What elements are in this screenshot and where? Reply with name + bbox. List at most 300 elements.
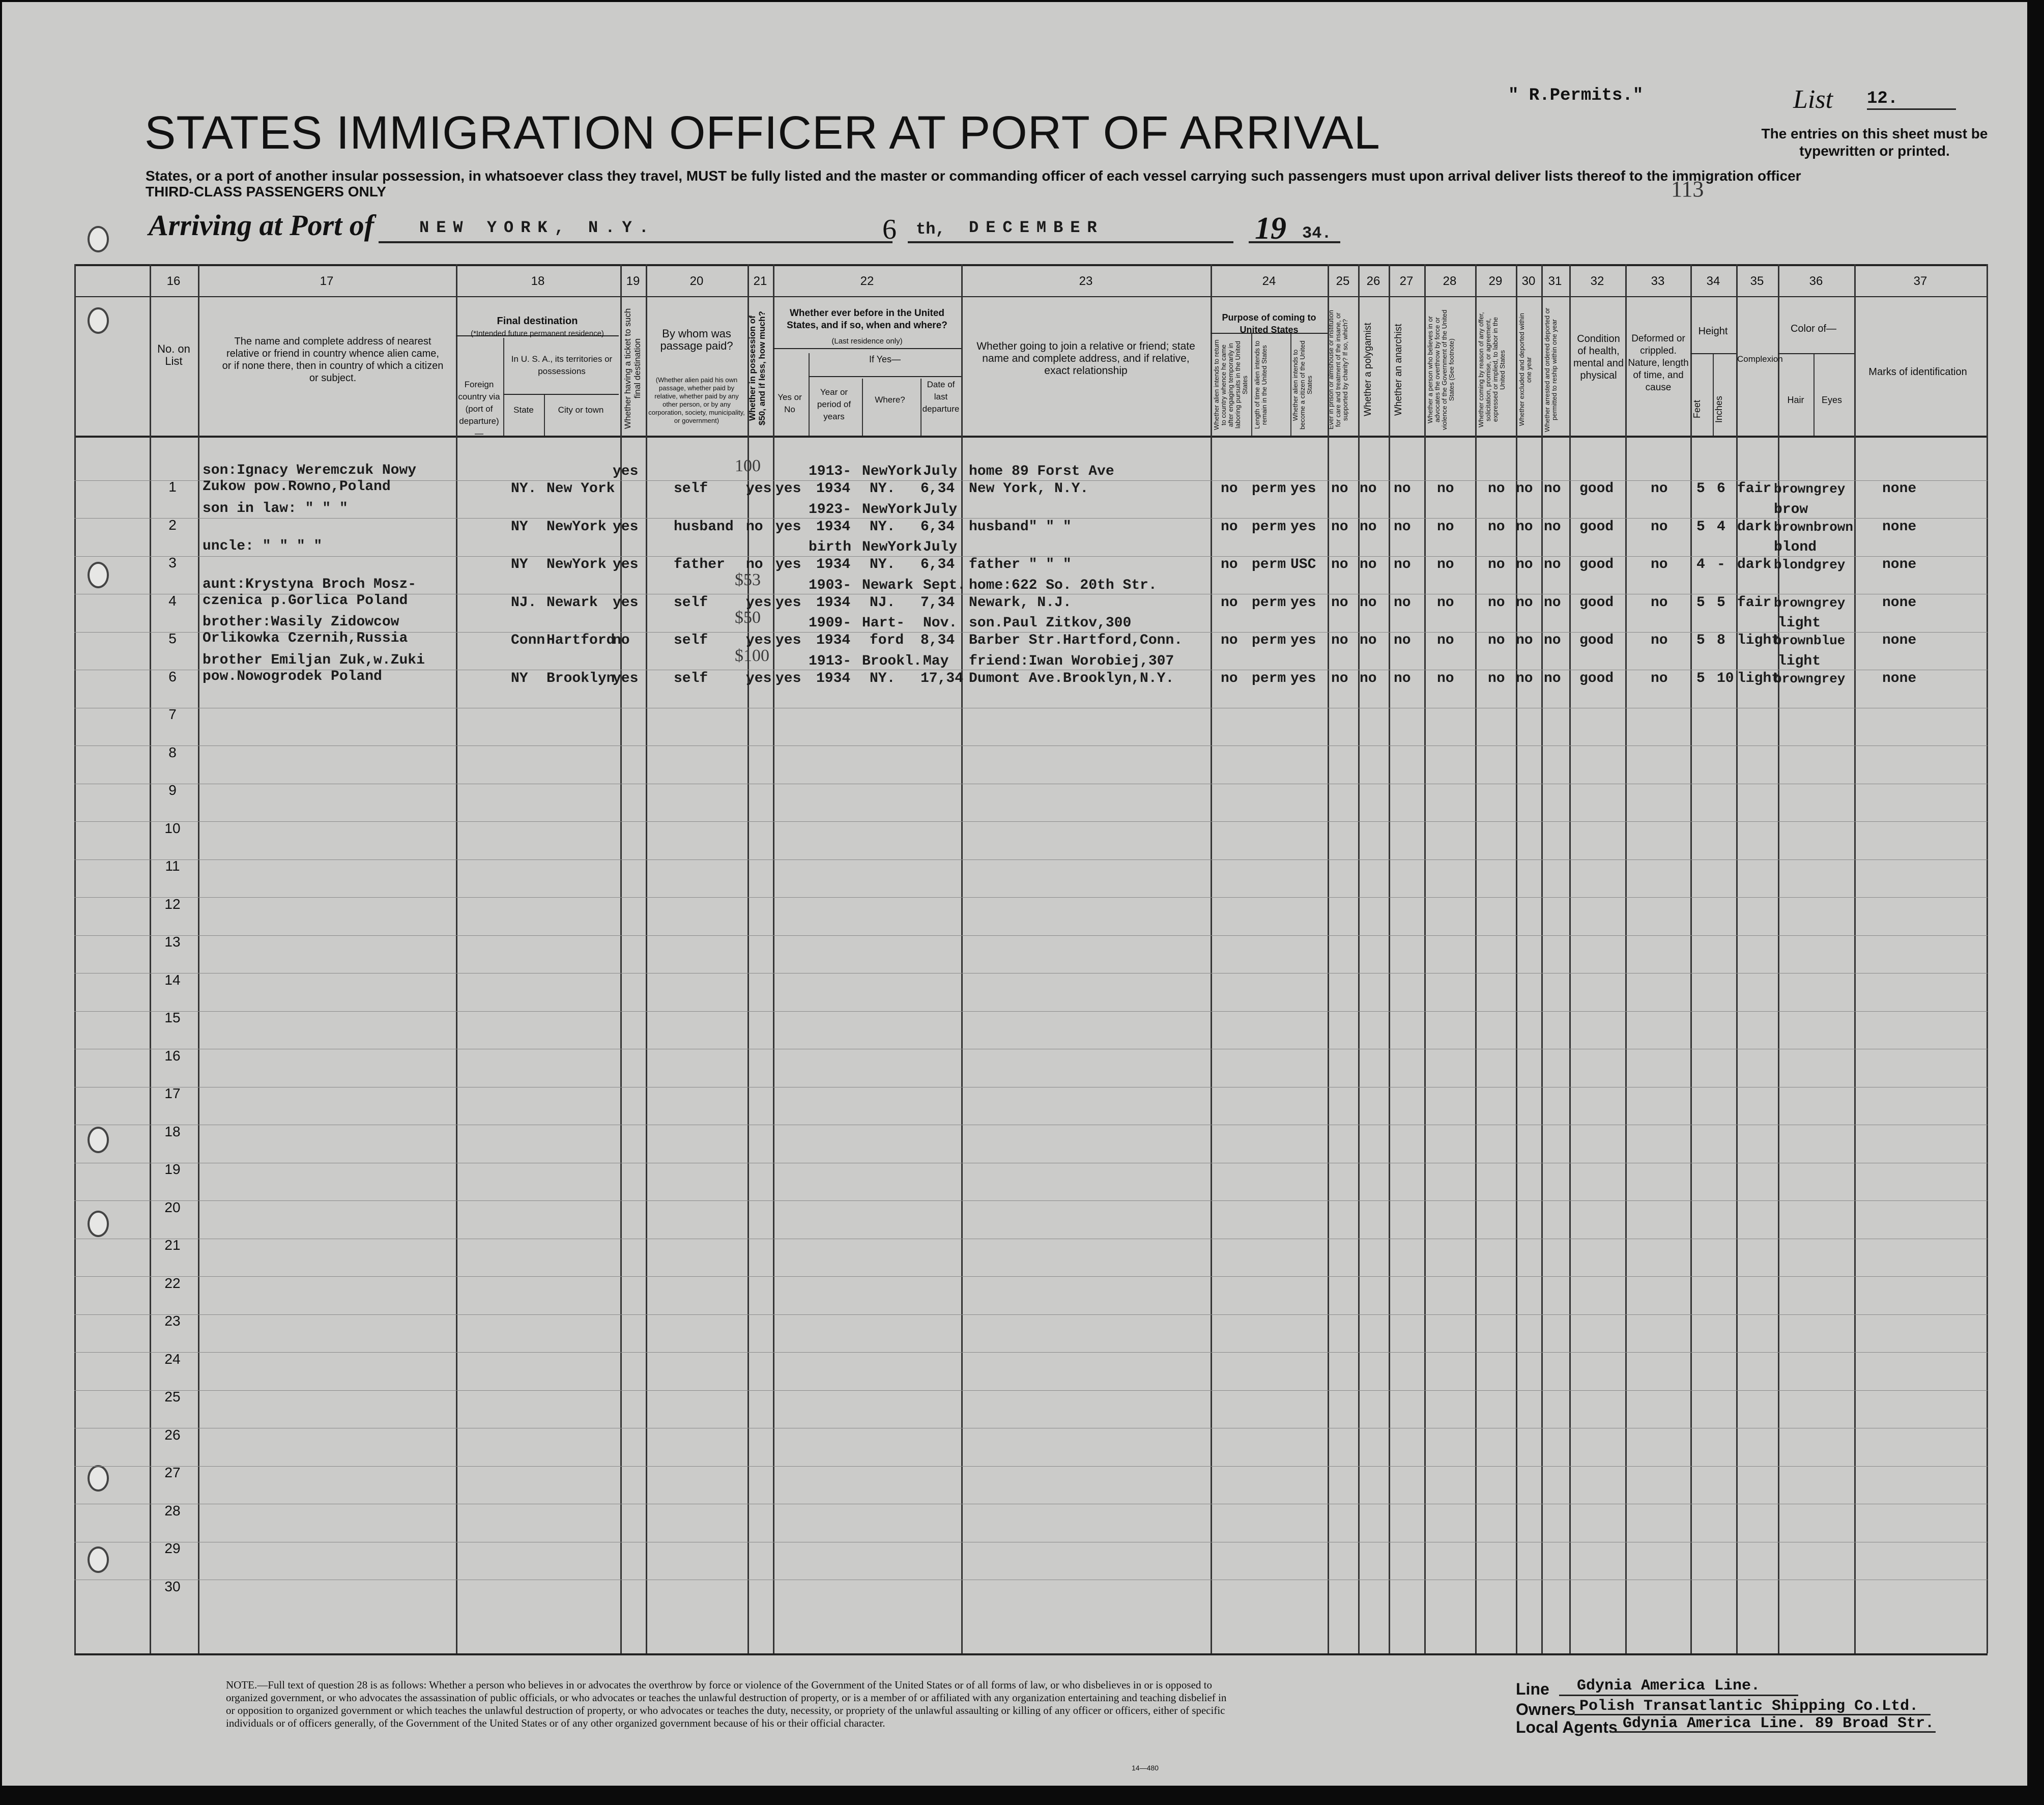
health-value: good: [1579, 671, 1614, 686]
money-value: yes: [746, 595, 772, 611]
header-join-relative: Whether going to join a relative or friend; state name and complete address, and if relative, exact relationship: [976, 340, 1195, 377]
anarchist-value: no: [1394, 595, 1411, 611]
row-rule: [74, 1352, 1988, 1353]
header-bottom-border: [74, 436, 1988, 438]
form-number: 14—480: [1132, 1764, 1159, 1772]
period-line2: 1934: [816, 557, 851, 572]
purpose-citizen: yes: [1290, 671, 1316, 686]
ticket-value: yes: [613, 595, 639, 611]
row-number: 30: [164, 1579, 181, 1594]
marks-value: none: [1882, 595, 1917, 611]
where-line2: NY.: [870, 557, 896, 572]
before-in-us: yes: [775, 557, 801, 572]
header-yes-no: Yes or No: [778, 392, 802, 414]
overthrow-value: no: [1437, 595, 1454, 611]
relative-address-line2: czenica p.Gorlica Poland: [203, 593, 408, 609]
money-handwritten: $50: [735, 608, 761, 627]
purpose-return: no: [1221, 595, 1238, 611]
header-height: Height: [1698, 326, 1728, 337]
column-number: 24: [1262, 274, 1276, 288]
table-top-border: [74, 264, 1988, 266]
period-line1: 1913-: [809, 653, 852, 669]
overthrow-value: no: [1437, 557, 1454, 572]
header-sub-rule: [1690, 353, 1736, 354]
height-feet: 5: [1696, 595, 1705, 611]
period-line1: 1909-: [809, 615, 852, 631]
polygamist-value: no: [1360, 671, 1377, 686]
labor-offer-value: no: [1488, 671, 1505, 686]
labor-offer-value: no: [1488, 557, 1505, 572]
header-passage-paid: By whom was passage paid?: [660, 327, 733, 352]
join-line2: Dumont Ave.Brooklyn,N.Y.: [969, 671, 1174, 686]
ticket-value: no: [613, 633, 630, 648]
destination-city: Brooklyn: [546, 671, 615, 686]
money-value: yes: [746, 481, 772, 497]
column-divider: [456, 264, 457, 1653]
prison-value: no: [1331, 557, 1348, 572]
row-number: 15: [164, 1010, 181, 1025]
column-number: 17: [320, 274, 334, 288]
header-offer-labor: Whether coming by reason of any offer, solicitation, promise, or agreement, expressed or implied, to labor in the United States: [1477, 312, 1506, 427]
purpose-length: perm: [1252, 557, 1286, 572]
deformed-value: no: [1651, 519, 1668, 535]
column-divider: [1987, 264, 1988, 1653]
row-number: 7: [168, 706, 177, 722]
handwritten-page-number: 113: [1671, 177, 1704, 202]
row-rule: [74, 1390, 1988, 1391]
join-line2: Barber Str.Hartford,Conn.: [969, 633, 1183, 648]
manifest-sheet: [2, 2, 2027, 1786]
labor-offer-value: no: [1488, 519, 1505, 535]
header-complexion: Complexion: [1737, 354, 1783, 364]
anarchist-value: no: [1394, 671, 1411, 686]
header-purpose-citizen: Whether alien intends to become a citizen of the United States: [1291, 340, 1313, 429]
column-number: 30: [1521, 274, 1536, 288]
column-number: 31: [1548, 274, 1562, 288]
column-number: 35: [1750, 274, 1764, 288]
relative-address-line1: uncle: " " " ": [203, 538, 323, 554]
column-number: 28: [1443, 274, 1457, 288]
passage-paid-by: self: [674, 671, 708, 686]
column-number-divider: [74, 296, 1988, 297]
hair-value: brown: [1774, 520, 1814, 535]
header-sub-rule: [1778, 353, 1854, 354]
row-number: 9: [168, 782, 177, 798]
column-divider: [1778, 264, 1779, 1653]
destination-state: NJ.: [511, 595, 537, 611]
join-line2: New York, N.Y.: [969, 481, 1089, 497]
height-feet: 5: [1696, 481, 1705, 497]
permits-note: " R.Permits.": [1508, 86, 1644, 105]
header-inches: Inches: [1714, 395, 1724, 423]
anarchist-value: no: [1394, 519, 1411, 535]
deformed-value: no: [1651, 671, 1668, 686]
purpose-citizen: yes: [1290, 481, 1316, 497]
binder-hole: [88, 1211, 109, 1237]
ticket-value: yes: [613, 557, 639, 572]
binder-hole: [88, 226, 109, 252]
height-feet: 5: [1696, 633, 1705, 648]
row-number: 20: [164, 1199, 181, 1215]
join-line2: Newark, N.J.: [969, 595, 1072, 611]
row-number: 6: [168, 669, 177, 684]
deformed-value: no: [1651, 595, 1668, 611]
where-line2: NY.: [870, 671, 896, 686]
anarchist-value: no: [1394, 481, 1411, 497]
row-number: 23: [164, 1313, 181, 1329]
complexion-value: light: [1737, 671, 1780, 686]
question-28-note: NOTE.—Full text of question 28 is as follows: Whether a person who believes in or advocates the overthrow by force or violence of the Government of the United States or of all forms of law, or who disbelieves in or is opposed to organized government, or who advocates the assassination of public officials, or who advocates or teaches the unlawful destruction of property, or is a member of or affiliated with any organization entertaining and teaching disbelief in or opposition to organized government or which teaches the unlawful destruction of property, or who advocates or teaches the duty, necessity, or propriety of the unlawful assaulting or killing of any officer or officers, either of specific individuals or of officers generally, of the Government of the United States or of any other organized government because of his or their official character.: [226, 1679, 1227, 1729]
polygamist-value: no: [1360, 481, 1377, 497]
arrival-port: NEW YORK, N.Y.: [419, 218, 656, 237]
hair-value: brown: [1774, 633, 1814, 648]
departure-line1: July: [923, 464, 958, 479]
column-number: 23: [1079, 274, 1093, 288]
anarchist-value: no: [1394, 633, 1411, 648]
labor-offer-value: no: [1488, 481, 1505, 497]
row-rule: [74, 821, 1988, 822]
row-rule: [74, 1011, 1988, 1012]
departure-line2: 17,34: [920, 671, 964, 686]
header-eyes: Eyes: [1821, 395, 1843, 405]
header-date-departure: Date of last departure: [922, 380, 960, 414]
row-number: 12: [164, 896, 181, 912]
arrested-value: no: [1544, 481, 1561, 497]
height-feet: 4: [1696, 557, 1705, 572]
column-number: 16: [166, 274, 181, 288]
where-line2: NJ.: [870, 595, 896, 611]
period-line2: 1934: [816, 595, 851, 611]
list-number: 12.: [1867, 89, 1956, 110]
where-line1: Newark: [862, 578, 913, 593]
column-divider: [1736, 264, 1738, 1653]
height-inches: 5: [1717, 595, 1725, 611]
ticket-value: yes: [613, 519, 639, 535]
period-line1: 1923-: [809, 502, 852, 518]
arrival-year-suffix: 34.: [1302, 224, 1332, 243]
arrival-day: 6: [882, 214, 897, 245]
header-sub-divider: [1251, 333, 1252, 436]
purpose-return: no: [1221, 633, 1238, 648]
class-note: THIRD-CLASS PASSENGERS ONLY: [146, 184, 386, 199]
header-final-destination-note: (*Intended future permanent residence): [471, 329, 604, 338]
ticket-value: yes: [613, 671, 639, 686]
header-before-in-us: Whether ever before in the United States, and if so, when and where?: [787, 308, 947, 331]
destination-city: Hartford: [546, 633, 615, 648]
relative-address-line2: Zukow pow.Rowno,Poland: [203, 479, 391, 495]
eyes-value: grey: [1813, 671, 1846, 686]
period-line2: 1934: [816, 481, 851, 497]
arrested-value: no: [1544, 671, 1561, 686]
column-divider: [1389, 264, 1390, 1653]
purpose-length: perm: [1252, 519, 1286, 535]
purpose-citizen: USC: [1290, 557, 1316, 572]
purpose-return: no: [1221, 481, 1238, 497]
relative-address-line2: Orlikowka Czernih,Russia: [203, 631, 408, 646]
money-value: no: [746, 557, 763, 572]
purpose-return: no: [1221, 671, 1238, 686]
before-in-us: yes: [775, 519, 801, 535]
polygamist-value: no: [1360, 595, 1377, 611]
health-value: good: [1579, 557, 1614, 572]
money-value: yes: [746, 671, 772, 686]
agents-label: Local Agents: [1516, 1718, 1618, 1736]
header-overthrow: Whether a person who believes in or advocates the overthrow by force or violence of the Government of the United States (See footnote): [1426, 309, 1455, 430]
join-line1: home 89 Forst Ave: [969, 464, 1114, 479]
header-hair: Hair: [1787, 395, 1804, 405]
row-number: 4: [168, 593, 177, 609]
row-rule: [74, 859, 1988, 860]
arrested-value: no: [1544, 519, 1561, 535]
polygamist-value: no: [1360, 557, 1377, 572]
column-number: 26: [1366, 274, 1380, 288]
prison-value: no: [1331, 671, 1348, 686]
where-line2: NY.: [870, 519, 896, 535]
column-divider: [961, 264, 963, 1653]
line-underline: [1559, 1695, 1798, 1696]
hair-prefix: light: [1778, 653, 1821, 669]
line-label: Line: [1516, 1680, 1549, 1698]
column-divider: [1358, 264, 1360, 1653]
row-number: 28: [164, 1503, 181, 1519]
header-deformed: Deformed or crippled. Nature, length of time, and cause: [1628, 333, 1689, 393]
join-line2: father " " ": [969, 557, 1072, 572]
marks-value: none: [1882, 481, 1917, 497]
column-number: 36: [1809, 274, 1823, 288]
column-divider: [1541, 264, 1543, 1653]
page-title: STATES IMMIGRATION OFFICER AT PORT OF ARRIVAL: [145, 107, 1380, 159]
row-number: 21: [164, 1237, 181, 1253]
relative-address-line1: brother:Wasily Zidowcow: [203, 614, 399, 630]
departure-line2: 6,34: [920, 481, 955, 497]
period-line2: 1934: [816, 671, 851, 686]
polygamist-value: no: [1360, 519, 1377, 535]
column-divider: [198, 264, 199, 1653]
complexion-value: fair: [1737, 481, 1772, 497]
eyes-value: grey: [1813, 557, 1846, 572]
binder-hole: [88, 1127, 109, 1153]
passage-paid-by: self: [674, 595, 708, 611]
hair-value: brown: [1774, 595, 1814, 611]
excluded-value: no: [1516, 557, 1533, 572]
arrested-value: no: [1544, 595, 1561, 611]
departure-line1: Nov.: [923, 615, 958, 631]
before-in-us: yes: [775, 633, 801, 648]
hair-value-line1: blond: [1774, 539, 1817, 555]
header-nearest-relative: The name and complete address of nearest relative or friend in country whence alien came, or if none there, then in country of which a citizen or subject.: [222, 336, 444, 384]
column-number: 25: [1336, 274, 1350, 288]
destination-city: NewYork: [546, 519, 607, 535]
row-rule: [74, 1276, 1988, 1277]
binder-hole: [88, 307, 109, 334]
before-in-us: yes: [775, 671, 801, 686]
before-in-us: yes: [775, 481, 801, 497]
eyes-value: grey: [1813, 595, 1846, 611]
destination-state: NY: [511, 519, 528, 535]
row-number: 19: [164, 1161, 181, 1177]
header-final-destination: Final destination: [497, 316, 578, 327]
column-number: 18: [531, 274, 545, 288]
overthrow-value: no: [1437, 519, 1454, 535]
column-divider: [773, 264, 774, 1653]
hair-value: brown: [1774, 481, 1814, 497]
purpose-citizen: yes: [1290, 633, 1316, 648]
health-value: good: [1579, 595, 1614, 611]
column-number: 27: [1399, 274, 1414, 288]
arriving-label: Arriving at Port of: [149, 209, 375, 242]
purpose-return: no: [1221, 557, 1238, 572]
column-divider: [1475, 264, 1477, 1653]
row-number: 5: [168, 631, 177, 646]
header-sub-divider: [862, 379, 863, 436]
column-divider: [1569, 264, 1571, 1653]
arrival-year-prefix: 19: [1255, 211, 1286, 246]
period-line1: 1913-: [809, 464, 852, 479]
period-line1: 1903-: [809, 578, 852, 593]
column-divider: [1424, 264, 1426, 1653]
header-purpose: Purpose of coming to United States: [1222, 312, 1316, 335]
height-inches: 4: [1717, 519, 1725, 535]
purpose-length: perm: [1252, 595, 1286, 611]
row-rule: [74, 897, 1988, 898]
column-divider: [1690, 264, 1692, 1653]
ticket-value: yes: [613, 464, 639, 479]
destination-state: NY: [511, 671, 528, 686]
relative-address-line1: brother Emiljan Zuk,w.Zuki: [203, 652, 425, 668]
header-feet: Feet: [1692, 399, 1702, 419]
health-value: good: [1579, 481, 1614, 497]
purpose-length: perm: [1252, 671, 1286, 686]
column-number: 33: [1651, 274, 1665, 288]
header-possession-fifty: Whether in possession of $50, and if less, how much?: [747, 311, 767, 426]
complexion-value: light: [1737, 633, 1780, 648]
row-number: 3: [168, 555, 177, 570]
intro-text: States, or a port of another insular possession, in whatsoever class they travel, MUST be fully listed and the master or commanding officer of each vessel carrying such passengers must upon arrival deliver lists thereof to the immigration officer: [146, 168, 1801, 184]
header-in-usa: In U. S. A., its territories or possessions: [511, 354, 613, 376]
row-number: 29: [164, 1540, 181, 1556]
port-underline: [379, 241, 893, 243]
relative-address-line1: son in law: " " ": [203, 501, 348, 517]
deformed-value: no: [1651, 557, 1668, 572]
hair-value: blond: [1774, 557, 1814, 572]
column-number: 19: [626, 274, 640, 288]
header-city: City or town: [558, 405, 604, 415]
header-ticket: Whether having a ticket to such final destination: [623, 308, 642, 429]
binder-hole: [88, 562, 109, 588]
departure-line2: 6,34: [920, 557, 955, 572]
departure-line1: July: [923, 502, 958, 518]
arrested-value: no: [1544, 557, 1561, 572]
header-where: Where?: [875, 395, 905, 405]
row-number: 16: [164, 1048, 181, 1064]
binder-hole: [88, 1465, 109, 1492]
header-period: Year or period of years: [817, 387, 851, 421]
column-number: 34: [1706, 274, 1720, 288]
marks-value: none: [1882, 557, 1917, 572]
departure-line1: May: [923, 653, 949, 669]
column-divider: [1516, 264, 1517, 1653]
row-number: 17: [164, 1085, 181, 1101]
eyes-value: grey: [1813, 481, 1846, 497]
header-polygamist: Whether a polygamist: [1363, 323, 1373, 417]
header-anarchist: Whether an anarchist: [1393, 324, 1404, 416]
row-rule: [74, 1314, 1988, 1315]
prison-value: no: [1331, 595, 1348, 611]
column-divider: [646, 264, 647, 1653]
period-line2: 1934: [816, 519, 851, 535]
hair-prefix: light: [1778, 615, 1821, 631]
complexion-value: dark: [1737, 519, 1772, 535]
owners-value: Polish Transatlantic Shipping Co.Ltd.: [1579, 1698, 1919, 1715]
labor-offer-value: no: [1488, 595, 1505, 611]
join-line1: home:622 So. 20th Str.: [969, 578, 1157, 593]
destination-city: New York: [546, 481, 615, 497]
row-number: 27: [164, 1465, 181, 1480]
destination-state: NY.: [511, 481, 537, 497]
header-health: Condition of health, mental and physical: [1573, 333, 1624, 381]
departure-line1: Sept.: [923, 578, 966, 593]
arrested-value: no: [1544, 633, 1561, 648]
excluded-value: no: [1516, 519, 1533, 535]
column-divider: [1625, 264, 1627, 1653]
row-number: 24: [164, 1351, 181, 1367]
row-number: 26: [164, 1427, 181, 1443]
hair-value-line1: brow: [1774, 502, 1808, 518]
header-prison: Ever in prison or almshouse or institution for care and treatment of the insane, or supported by charity? If so, which?: [1327, 310, 1349, 429]
complexion-value: dark: [1737, 557, 1772, 572]
height-inches: 8: [1717, 633, 1725, 648]
money-handwritten: $100: [735, 646, 769, 665]
destination-state: Conn: [511, 633, 545, 648]
relative-address-line1: son:Ignacy Weremczuk Nowy: [203, 463, 417, 478]
arrival-day-suffix: th,: [916, 220, 945, 239]
height-inches: -: [1717, 557, 1725, 572]
where-line2: NY.: [870, 481, 896, 497]
height-inches: 10: [1717, 671, 1734, 686]
column-number: 32: [1590, 274, 1604, 288]
passage-paid-by: self: [674, 633, 708, 648]
departure-line2: 6,34: [920, 519, 955, 535]
prison-value: no: [1331, 633, 1348, 648]
agents-value: Gdynia America Line. 89 Broad Str.: [1623, 1715, 1935, 1732]
row-rule: [74, 1466, 1988, 1467]
where-line1: NewYork: [862, 464, 922, 479]
where-line1: Brookl.: [862, 653, 922, 669]
row-number: 8: [168, 744, 177, 760]
marks-value: none: [1882, 671, 1917, 686]
table-bottom-border: [74, 1653, 1988, 1655]
money-value: yes: [746, 633, 772, 648]
row-rule: [74, 935, 1988, 936]
list-label: List: [1793, 85, 1833, 114]
eyes-value: brown: [1813, 520, 1854, 535]
excluded-value: no: [1516, 671, 1533, 686]
purpose-length: perm: [1252, 481, 1286, 497]
header-marks: Marks of identification: [1868, 366, 1967, 378]
excluded-value: no: [1516, 595, 1533, 611]
height-feet: 5: [1696, 519, 1705, 535]
binder-hole: [88, 1546, 109, 1573]
row-number: 18: [164, 1124, 181, 1139]
column-divider: [1328, 264, 1329, 1653]
deformed-value: no: [1651, 481, 1668, 497]
period-line1: birth: [809, 539, 852, 555]
typewritten-instruction: The entries on this sheet must be typewritten or printed.: [1761, 126, 1988, 159]
marks-value: none: [1882, 633, 1917, 648]
row-number: 14: [164, 972, 181, 988]
column-divider: [74, 264, 76, 1653]
arrival-month: DECEMBER: [969, 218, 1104, 237]
